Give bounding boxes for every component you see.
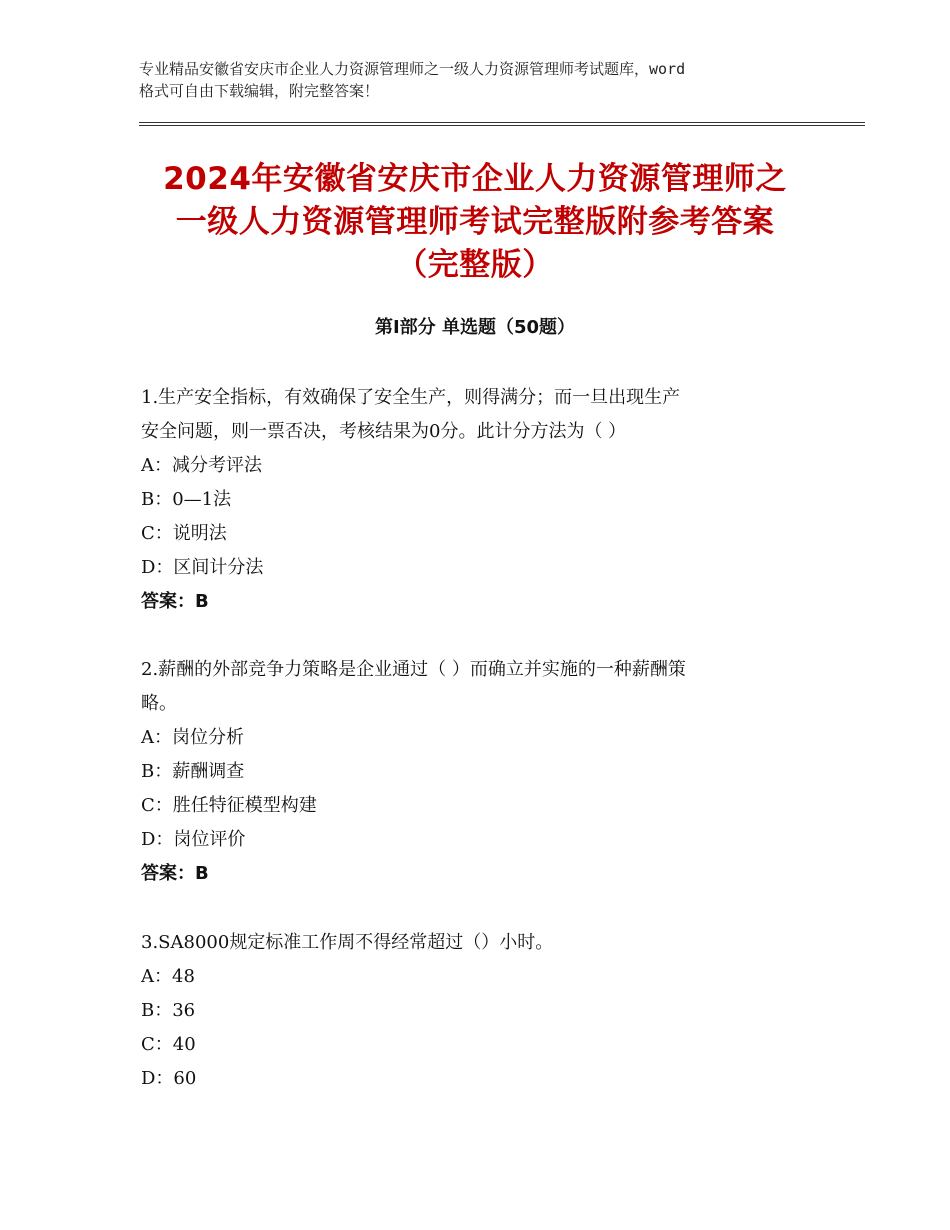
section-heading: 第Ⅰ部分 单选题（50题） (374, 317, 575, 338)
header-note-line-2: 格式可自由下载编辑，附完整答案！ (139, 82, 380, 100)
document-title-line-2: 一级人力资源管理师考试完整版附参考答案 (175, 204, 775, 240)
option-a: A：减分考评法 (141, 455, 262, 476)
document-title (110, 158, 840, 287)
option-c: C：40 (141, 1034, 196, 1055)
option-d: D：岗位评价 (141, 829, 246, 850)
option-b: B：0—1法 (141, 489, 232, 510)
option-d: D：区间计分法 (141, 557, 264, 578)
header-note (139, 58, 829, 102)
question-stem-line: 略。 (141, 693, 177, 714)
answer: 答案：B (141, 591, 209, 612)
document-title-line-3: （完整版） (396, 247, 554, 283)
header-note-line-1: 专业精品安徽省安庆市企业人力资源管理师之一级人力资源管理师考试题库，word (139, 60, 686, 78)
option-b: B：薪酬调查 (141, 761, 245, 782)
option-a: A：岗位分析 (141, 727, 244, 748)
option-d: D：60 (141, 1068, 197, 1089)
option-b: B：36 (141, 1000, 196, 1021)
question-1 (141, 381, 811, 619)
header-divider-bottom (139, 125, 865, 126)
question-stem-line: 2.薪酬的外部竞争力策略是企业通过（ ）而确立并实施的一种薪酬策 (141, 659, 686, 680)
question-stem-line: 安全问题，则一票否决，考核结果为0分。此计分方法为（ ） (141, 421, 627, 442)
header-divider-top (139, 122, 865, 123)
option-c: C：说明法 (141, 523, 227, 544)
option-c: C：胜任特征模型构建 (141, 795, 317, 816)
answer: 答案：B (141, 863, 209, 884)
question-3 (141, 926, 811, 1096)
question-2 (141, 653, 811, 891)
option-a: A：48 (141, 966, 195, 987)
question-stem-line: 3.SA8000规定标准工作周不得经常超过（）小时。 (141, 932, 554, 953)
question-stem-line: 1.生产安全指标，有效确保了安全生产，则得满分；而一旦出现生产 (141, 387, 681, 408)
document-title-line-1: 2024年安徽省安庆市企业人力资源管理师之 (163, 161, 787, 197)
